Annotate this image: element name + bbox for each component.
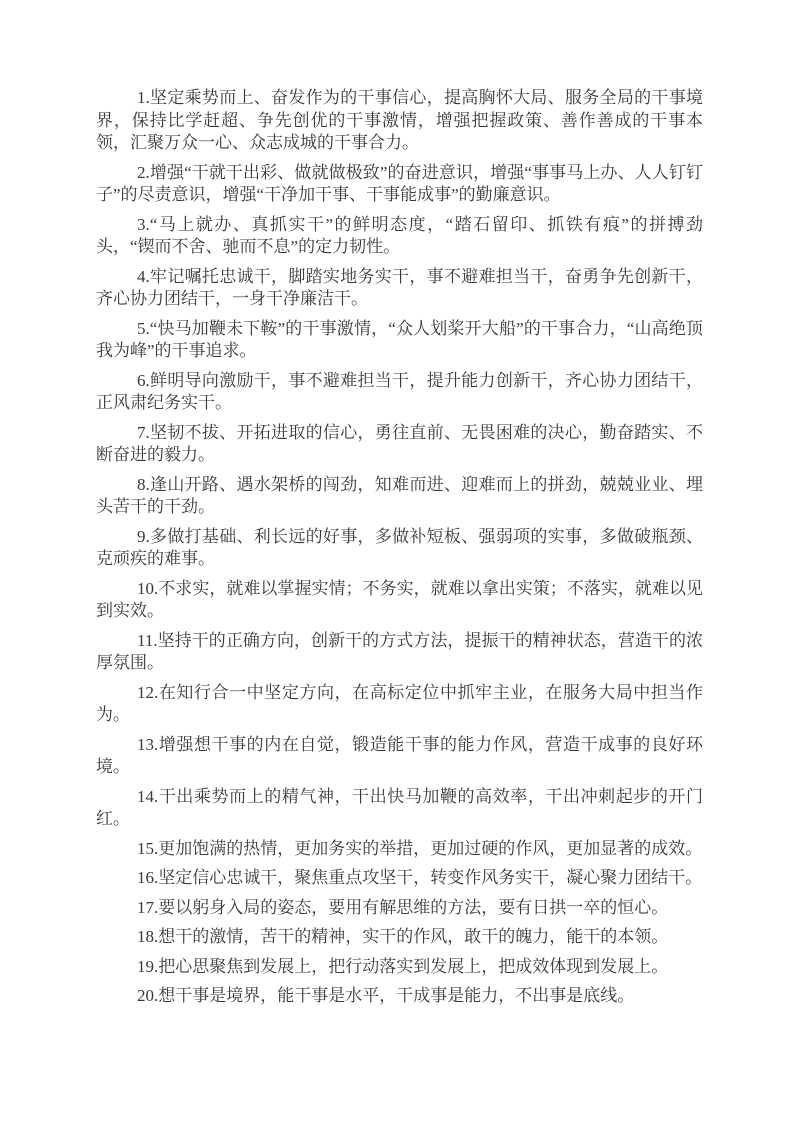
paragraph-item-6: 6.鲜明导向激励干，事不避难担当干，提升能力创新干，齐心协力团结干，正风肃纪务实干。 bbox=[96, 370, 703, 412]
paragraph-item-5: 5.“快马加鞭未下鞍”的干事激情，“众人划桨开大船”的干事合力，“山高绝顶我为峰”的干事追求。 bbox=[96, 318, 703, 360]
paragraph-item-3: 3.“马上就办、真抓实干”的鲜明态度，“踏石留印、抓铁有痕”的拼搏劲头，“锲而不舍、驰而不息”的定力韧性。 bbox=[96, 214, 703, 256]
paragraph-item-8: 8.逢山开路、遇水架桥的闯劲，知难而进、迎难而上的拼劲，兢兢业业、埋头苦干的干劲。 bbox=[96, 474, 703, 516]
paragraph-item-11: 11.坚持干的正确方向，创新干的方式方法，提振干的精神状态，营造干的浓厚氛围。 bbox=[96, 630, 703, 672]
paragraph-item-13: 13.增强想干事的内在自觉，锻造能干事的能力作风，营造干成事的良好环境。 bbox=[96, 734, 703, 776]
paragraph-item-15: 15.更加饱满的热情，更加务实的举措，更加过硬的作风，更加显著的成效。 bbox=[137, 838, 703, 858]
paragraph-item-10: 10.不求实，就难以掌握实情；不务实，就难以拿出实策；不落实，就难以见到实效。 bbox=[96, 578, 703, 620]
paragraph-item-18: 18.想干的激情，苦干的精神，实干的作风，敢干的魄力，能干的本领。 bbox=[137, 927, 669, 946]
paragraph-item-14: 14.干出乘势而上的精气神，干出快马加鞭的高效率，干出冲刺起步的开门红。 bbox=[96, 786, 703, 828]
paragraph-item-20: 20.想干事是境界，能干事是水平，干成事是能力，不出事是底线。 bbox=[137, 986, 635, 1005]
paragraph-item-4: 4.牢记嘱托忠诚干，脚踏实地务实干，事不避难担当干，奋勇争先创新干，齐心协力团结干，一身干净廉洁干。 bbox=[96, 266, 703, 308]
paragraph-item-7: 7.坚韧不拔、开拓进取的信心，勇往直前、无畏困难的决心，勤奋踏实、不断奋进的毅力。 bbox=[96, 422, 703, 464]
paragraph-item-12: 12.在知行合一中坚定方向，在高标定位中抓牢主业，在服务大局中担当作为。 bbox=[96, 682, 703, 724]
paragraph-item-9: 9.多做打基础、利长远的好事，多做补短板、强弱项的实事，多做破瓶颈、克顽疾的难事。 bbox=[96, 526, 703, 568]
document-content bbox=[96, 87, 703, 1015]
paragraph-item-16: 16.坚定信心忠诚干，聚焦重点攻坚干，转变作风务实干，凝心聚力团结干。 bbox=[137, 868, 703, 887]
paragraph-item-1: 1.坚定乘势而上、奋发作为的干事信心，提高胸怀大局、服务全局的干事境界，保持比学赶超、争先创优的干事激情，增强把握政策、善作善成的干事本领，汇聚万众一心、众志成城的干事合力。 bbox=[96, 88, 703, 152]
paragraph-item-2: 2.增强“干就干出彩、做就做极致”的奋进意识，增强“事事马上办、人人钉钉子”的尽责意识，增强“干净加干事、干事能成事”的勤廉意识。 bbox=[96, 162, 703, 204]
paragraph-item-19: 19.把心思聚焦到发展上，把行动落实到发展上，把成效体现到发展上。 bbox=[137, 956, 669, 976]
paragraph-item-17: 17.要以躬身入局的姿态，要用有解思维的方法，要有日拱一卒的恒心。 bbox=[137, 897, 669, 917]
